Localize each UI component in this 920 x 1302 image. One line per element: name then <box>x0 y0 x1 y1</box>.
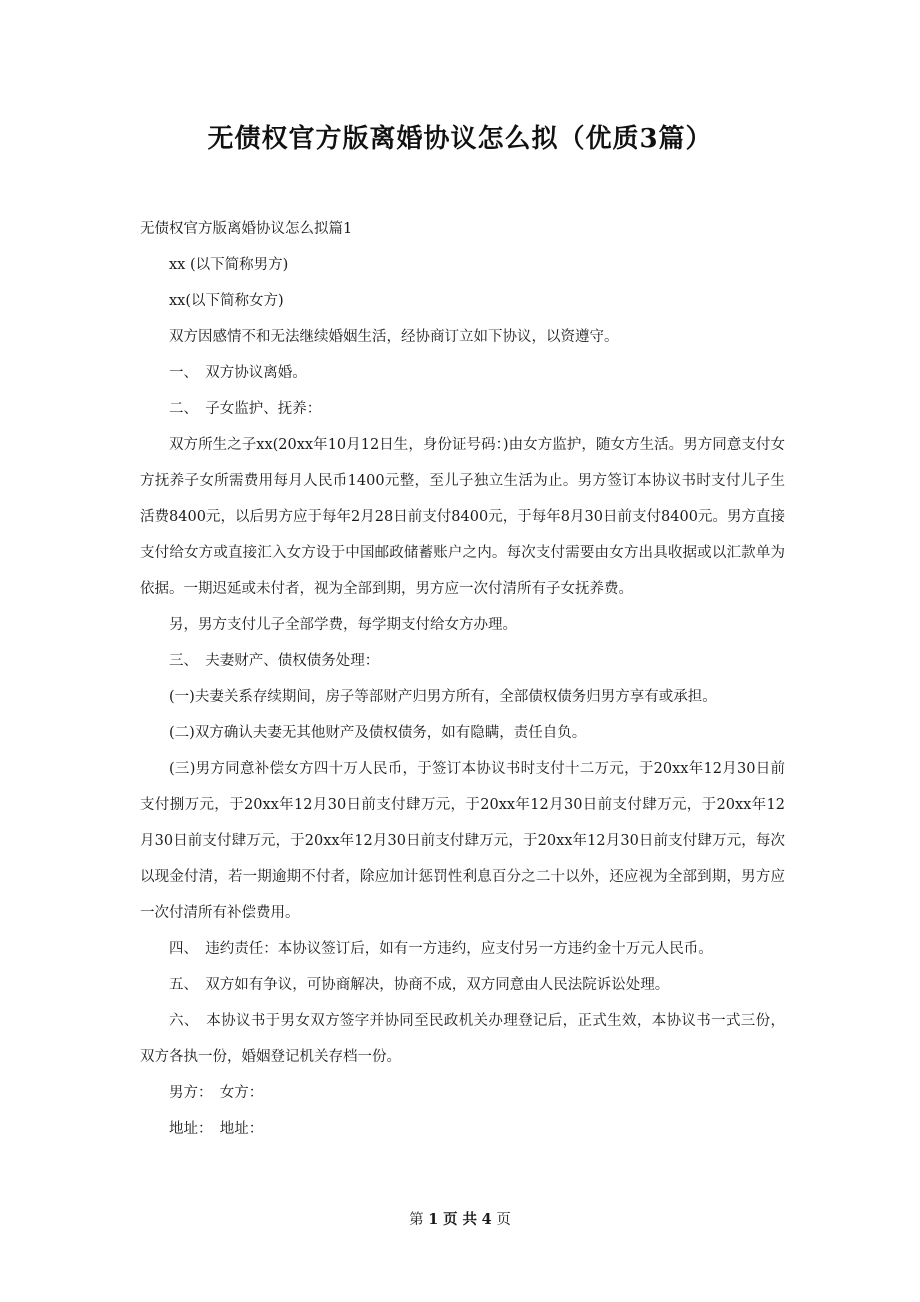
footer-mid: 页 共 <box>442 1211 478 1228</box>
clause-4: 四、 违约责任：本协议签订后，如有一方违约，应支付另一方违约金十万元人民币。 <box>169 941 713 957</box>
address-line: 地址： 地址： <box>169 1121 264 1137</box>
page-footer <box>0 1208 920 1229</box>
paragraph-preamble: 双方因感情不和无法继续婚姻生活，经协商订立如下协议，以资遵守。 <box>169 329 619 345</box>
clause-2-heading: 二、 子女监护、抚养： <box>169 401 322 417</box>
clause-2-custody: 双方所生之子xx(20xx年10月12日生，身份证号码：)由女方监护，随女方生活。男方同意支付女方抚养子女所需费用每月人民币1400元整，至儿子独立生活为止。男方签订本协议书时支付儿子生活费8400元，以后男方应于每年2月28日前支付8400元，于每年8月30日前支付8400元。男方直接支付给女方或直接汇入女方设于中国邮政储蓄账户之内。每次支付需要由女方出具收据或以汇款单为依据。一期迟延或未付者，视为全部到期，男方应一次付清所有子女抚养费。 <box>140 437 785 597</box>
footer-prefix: 第 <box>409 1212 424 1228</box>
clause-6: 六、 本协议书于男女双方签字并协同至民政机关办理登记后，正式生效，本协议书一式三份，双方各执一份，婚姻登记机关存档一份。 <box>140 1013 785 1065</box>
clause-3-item-3: (三)男方同意补偿女方四十万人民币，于签订本协议书时支付十二万元，于20xx年12月30日前支付捌万元，于20xx年12月30日前支付肆万元，于20xx年12月30日前支付肆万元，于20xx年12月30日前支付肆万元，于20xx年12月30日前支付肆万元，于20xx年12月30日前支付肆万元，每次以现金付清，若一期逾期不付者，除应加计惩罚性利息百分之二十以外，还应视为全部到期，男方应一次付清所有补偿费用。 <box>140 761 785 921</box>
signature-line: 男方： 女方： <box>169 1085 264 1101</box>
document-body <box>140 211 785 1147</box>
clause-5: 五、 双方如有争议，可协商解决，协商不成，双方同意由人民法院诉讼处理。 <box>169 977 670 993</box>
section-heading: 无债权官方版离婚协议怎么拟篇1 <box>140 221 353 237</box>
paragraph-party-female: xx(以下简称女方) <box>169 293 284 309</box>
clause-2-tuition: 另，男方支付儿子全部学费，每学期支付给女方办理。 <box>169 617 517 633</box>
paragraph-party-male: xx (以下简称男方) <box>169 257 289 273</box>
clause-3-item-1: (一)夫妻关系存续期间，房子等部财产归男方所有，全部债权债务归男方享有或承担。 <box>169 689 717 705</box>
clause-3-heading: 三、 夫妻财产、债权债务处理： <box>169 653 380 669</box>
footer-total-pages: 4 <box>481 1211 492 1228</box>
footer-suffix: 页 <box>496 1212 511 1228</box>
document-title: 无债权官方版离婚协议怎么拟（优质3篇） <box>207 124 713 154</box>
footer-current-page: 1 <box>428 1211 439 1228</box>
clause-3-item-2: (二)双方确认夫妻无其他财产及债权债务，如有隐瞒，责任自负。 <box>169 725 587 741</box>
clause-1: 一、 双方协议离婚。 <box>169 365 307 381</box>
